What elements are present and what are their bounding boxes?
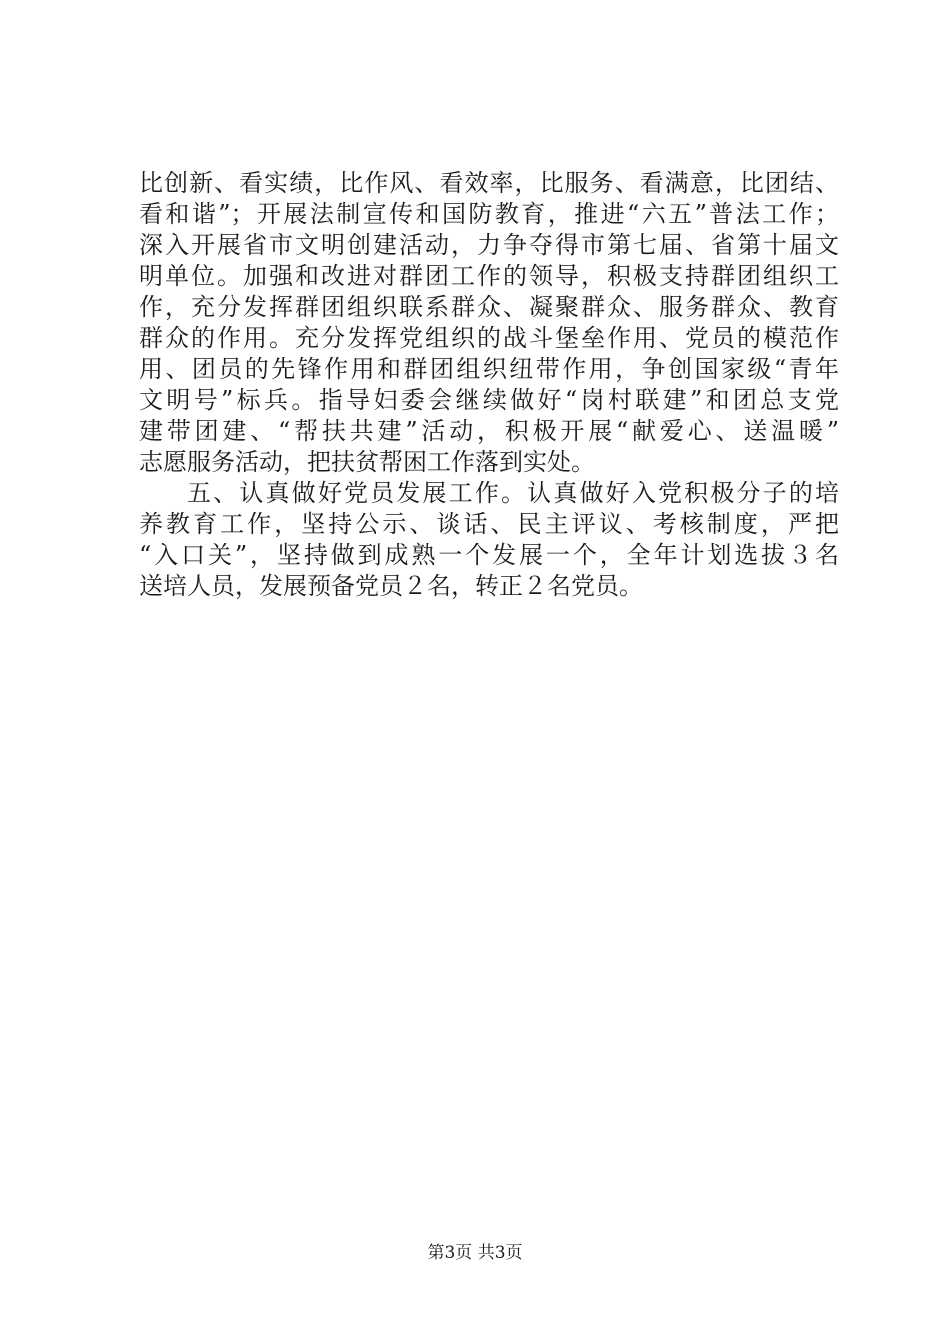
text-line: 志愿服务活动，把扶贫帮困工作落到实处。 [139, 448, 595, 476]
document-body [139, 168, 839, 602]
text-line: 养教育工作，坚持公示、谈话、民主评议、考核制度，严把 [139, 510, 839, 538]
text-line: 明单位。加强和改进对群团工作的领导，积极支持群团组织工 [139, 262, 839, 290]
text-line: 群众的作用。充分发挥党组织的战斗堡垒作用、党员的模范作 [139, 324, 839, 352]
paragraph-1 [139, 168, 839, 478]
paragraph-2 [139, 478, 839, 602]
text-line: 送培人员，发展预备党员２名，转正２名党员。 [139, 572, 643, 600]
text-line: 深入开展省市文明创建活动，力争夺得市第七届、省第十届文 [139, 231, 839, 259]
text-line: 比创新、看实绩，比作风、看效率，比服务、看满意，比团结、 [139, 169, 839, 197]
text-line: 看和谐”；开展法制宣传和国防教育，推进“六五”普法工作； [139, 200, 839, 228]
text-line: 文明号”标兵。指导妇委会继续做好“岗村联建”和团总支党 [139, 386, 839, 414]
page-number-footer: 第3页 共3页 [427, 1243, 523, 1263]
text-line: 五、认真做好党员发展工作。认真做好入党积极分子的培 [187, 479, 839, 507]
text-line: 作，充分发挥群团组织联系群众、凝聚群众、服务群众、教育 [139, 293, 839, 321]
text-line: 建带团建、“帮扶共建”活动，积极开展“献爱心、送温暖” [139, 417, 839, 445]
text-line: 用、团员的先锋作用和群团组织纽带作用，争创国家级“青年 [139, 355, 839, 383]
text-line: “入口关”，坚持做到成熟一个发展一个，全年计划选拔３名 [139, 541, 839, 569]
